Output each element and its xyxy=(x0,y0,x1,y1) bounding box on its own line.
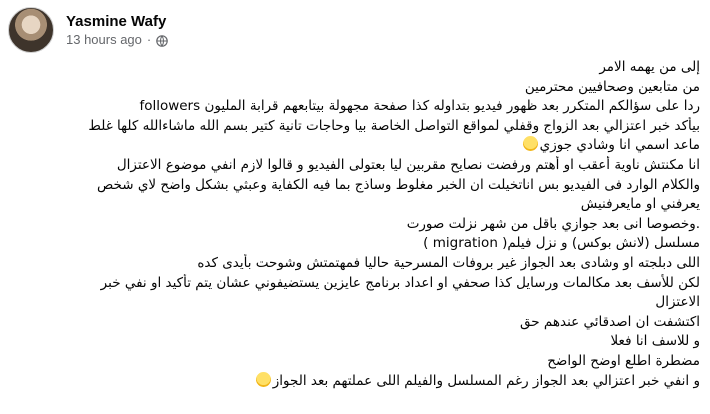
post-line-text: و انفي خبر اعتزالي بعد الجواز رغم المسلسل والفيلم اللى عملتهم بعد الجواز xyxy=(272,372,700,389)
time-row xyxy=(66,31,168,49)
post-line: إلى من يهمه الامر xyxy=(599,59,700,75)
post-line: .وخصوصا انى بعد جوازي باقل من شهر نزلت صورت xyxy=(406,215,700,232)
post-line xyxy=(8,136,700,156)
post-line: ردا على سؤالكم المتكرر بعد ظهور فيديو بتداوله كذا صفحة مجهولة بيتابعهم قرابة المليون followers xyxy=(139,98,700,115)
globe-icon[interactable] xyxy=(156,34,168,46)
post-line: يعرفني او مايعرفنيش xyxy=(580,196,700,213)
post-line: اللى دبلجته او وشادى بعد الجواز غير بروفات المسرحية حاليا فمهتمتش وشوحت بأيدى كده xyxy=(197,254,700,271)
avatar[interactable] xyxy=(8,7,54,53)
post-line: والكلام الوارد فى الفيديو بس اناتخيلت ان الخبر مغلوط وساذج بما فيه الكفاية وعبثي بشكل واضح لاي شخص xyxy=(96,176,700,193)
grinning-face-emoji xyxy=(523,136,538,151)
post-header xyxy=(8,6,168,54)
author-name[interactable]: Yasmine Wafy xyxy=(66,12,167,30)
post-line: لكن للأسف بعد مكالمات ورسايل كذا صحفي او اعداد برنامج عايزين يستضيفوني عشان يتم تأكيد او نفي خبر xyxy=(100,274,700,291)
post-line: و للاسف انا فعلا xyxy=(610,333,700,350)
post-meta xyxy=(66,12,168,49)
post-line xyxy=(8,372,700,392)
post-line: انا مكنتش ناوية أعقب او أهتم ورفضت نصايح مقربين ليا بعتولى الفيديو و قالوا لازم انفي موضوع الاعتزال xyxy=(116,156,700,173)
post-line: اكتشفت ان اصدقائي عندهم حق xyxy=(519,313,700,330)
post-line: مسلسل (لانش بوكس) و نزل فيلم( migration ) xyxy=(423,235,700,252)
post-body xyxy=(8,58,700,391)
sad-face-emoji xyxy=(256,372,271,387)
post-line: بيأكد خبر اعتزالي بعد الزواج وقفلي لمواقع التواصل الخاصة بيا وحاجات تانية كتير بسم الله ماشاءالله كلها غلط xyxy=(88,117,700,134)
post-timestamp[interactable]: 13 hours ago xyxy=(66,31,142,47)
post-line-text: ماعد اسمي انا وشادي جوزي xyxy=(539,137,700,154)
post-line: مضطرة اطلع اوضح الواضح xyxy=(547,352,700,369)
separator: · xyxy=(146,31,152,47)
post-line: من متابعين وصحافيين محترمين xyxy=(524,78,700,95)
post-line: الاعتزال xyxy=(655,294,700,311)
